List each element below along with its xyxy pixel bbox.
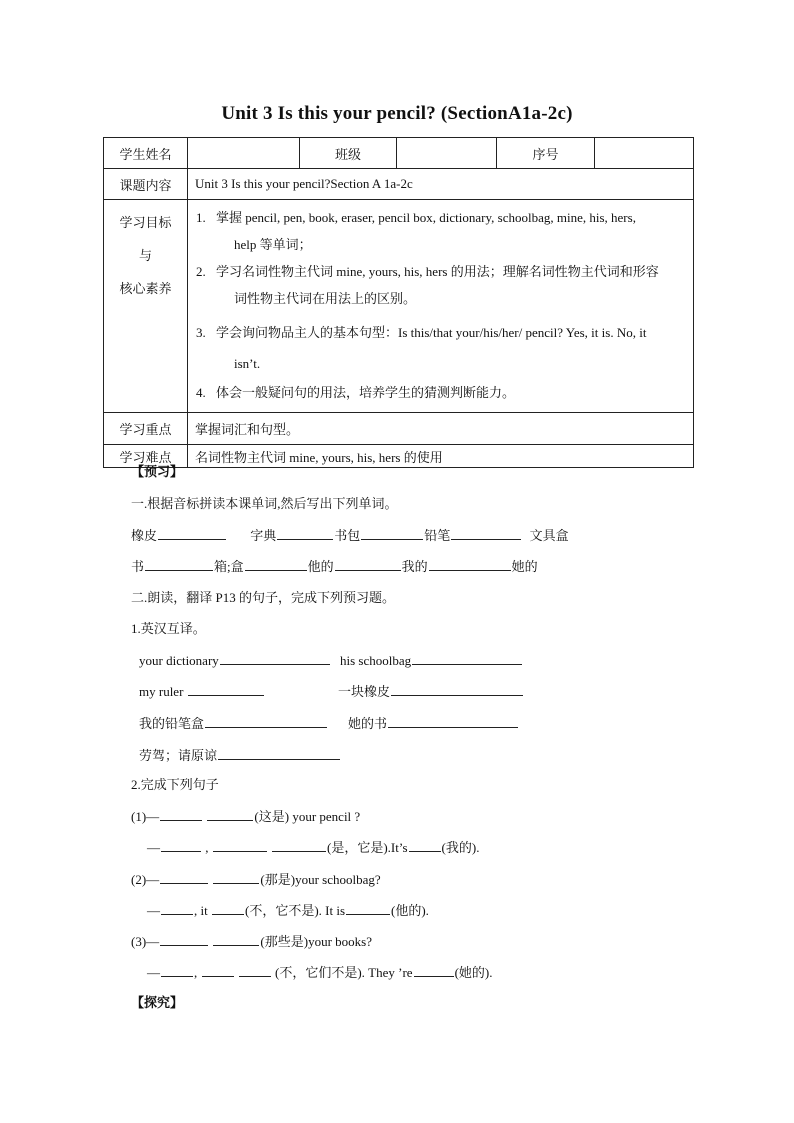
answer-dash: — [147, 840, 160, 855]
answer-blank[interactable] [361, 526, 423, 540]
goal-text: 学会询问物品主人的基本句型：Is this/that your/his/her/ pencil? Yes, it is. No, it [216, 325, 647, 340]
answer-2 [147, 901, 429, 920]
answer-blank[interactable] [161, 838, 201, 852]
goal-number: 1. [196, 210, 206, 225]
difficulty-value: 名词性物主代词 mine, yours, his, hers 的使用 [188, 445, 694, 468]
table-row [104, 138, 694, 169]
part-one-instruction: 一.根据音标拼读本课单词,然后写出下列单词。 [131, 496, 398, 511]
question-number: (3)— [131, 934, 160, 949]
goals-label-line: 核心素养 [119, 281, 172, 296]
topic-value: Unit 3 Is this your pencil?Section A 1a-2c [188, 169, 694, 200]
sub-section-2-title: 2.完成下列句子 [131, 777, 219, 792]
answer-blank[interactable] [412, 651, 522, 665]
answer-blank[interactable] [272, 838, 326, 852]
goals-label-line: 与 [138, 248, 152, 263]
word-prompt: 箱;盒 [214, 559, 244, 574]
student-name-cell[interactable] [188, 138, 300, 169]
goal-text: help 等单词； [234, 237, 312, 252]
class-cell[interactable] [397, 138, 497, 169]
word-prompt: 文具盒 [529, 528, 569, 543]
question-3 [131, 932, 372, 951]
goal-item [196, 379, 685, 406]
answer-hint: (他的). [391, 903, 429, 918]
answer-hint: (她的). [454, 965, 493, 980]
answer-blank[interactable] [409, 838, 441, 852]
translate-item [139, 746, 341, 765]
word-row-2 [131, 557, 538, 576]
translate-prompt: 我的铅笔盒 [139, 716, 205, 731]
table-row [104, 200, 694, 413]
goals-label [104, 200, 188, 413]
info-table [103, 137, 694, 468]
question-hint: (这是) your pencil ? [254, 809, 361, 824]
goal-text: isn’t. [234, 356, 261, 371]
answer-hint: (我的). [441, 840, 480, 855]
answer-blank[interactable] [160, 932, 208, 946]
answer-hint: (不，它不是). It is [244, 903, 346, 918]
student-name-label: 学生姓名 [104, 138, 188, 169]
word-prompt: 她的 [511, 559, 538, 574]
answer-blank[interactable] [212, 901, 244, 915]
difficulty-label: 学习难点 [104, 445, 188, 468]
answer-blank[interactable] [391, 682, 523, 696]
answer-blank[interactable] [335, 557, 401, 571]
answer-dash: — [147, 903, 160, 918]
page-title: Unit 3 Is this your pencil? (SectionA1a-2c) [221, 103, 573, 124]
translate-item [348, 714, 519, 733]
answer-blank[interactable] [161, 963, 193, 977]
answer-blank[interactable] [207, 807, 253, 821]
seat-number-label: 序号 [497, 138, 595, 169]
word-prompt: 书包 [334, 528, 361, 543]
question-number: (2)— [131, 872, 160, 887]
answer-blank[interactable] [277, 526, 333, 540]
goals-label-line: 学习目标 [119, 215, 172, 230]
answer-blank[interactable] [213, 870, 259, 884]
answer-blank[interactable] [202, 963, 234, 977]
preview-heading: 【预习】 [131, 464, 184, 479]
goal-number: 4. [196, 385, 206, 400]
goal-item [196, 317, 685, 379]
goal-text: 学习名词性物主代词 mine, yours, his, hers 的用法；理解名词性物主代词和形容 [216, 264, 659, 279]
key-points-value: 掌握词汇和句型。 [188, 413, 694, 445]
question-hint: (那是)your schoolbag? [260, 872, 381, 887]
topic-label: 课题内容 [104, 169, 188, 200]
translate-prompt: his schoolbag [340, 653, 412, 668]
class-label: 班级 [300, 138, 397, 169]
table-row [104, 413, 694, 445]
translate-prompt: 一块橡皮 [338, 684, 391, 699]
part-two-instruction: 二.朗读，翻译 P13 的句子，完成下列预习题。 [131, 590, 395, 605]
goals-cell [188, 200, 694, 413]
goal-number: 3. [196, 325, 206, 340]
explore-heading: 【探究】 [131, 995, 184, 1010]
goal-item [196, 204, 685, 258]
question-number: (1)— [131, 809, 160, 824]
goal-text: 体会一般疑问句的用法，培养学生的猜测判断能力。 [216, 385, 516, 400]
word-prompt: 橡皮 [131, 528, 158, 543]
answer-3: — , (不，它们不是). They ’re (她的). [147, 965, 493, 980]
answer-blank[interactable] [239, 963, 271, 977]
answer-blank[interactable] [160, 807, 202, 821]
answer-blank[interactable] [205, 714, 327, 728]
answer-blank[interactable] [145, 557, 213, 571]
answer-blank[interactable] [414, 963, 454, 977]
word-prompt: 字典 [250, 528, 277, 543]
question-2 [131, 870, 381, 889]
word-prompt: 他的 [307, 559, 334, 574]
translate-prompt: 她的书 [348, 716, 388, 731]
answer-blank[interactable] [245, 557, 307, 571]
key-points-label: 学习重点 [104, 413, 188, 445]
answer-blank[interactable] [188, 682, 264, 696]
answer-blank[interactable] [160, 870, 208, 884]
answer-blank[interactable] [213, 932, 259, 946]
answer-hint: (不，它们不是). They ’re [275, 965, 413, 980]
answer-dash: — [147, 965, 160, 980]
goal-text: 掌握 pencil, pen, book, eraser, pencil box, dictionary, schoolbag, mine, his, hers, [216, 210, 636, 225]
answer-blank[interactable] [218, 746, 340, 760]
translate-item [338, 682, 524, 701]
translate-item [139, 651, 331, 670]
word-row-1 [131, 526, 569, 545]
answer-blank[interactable] [161, 901, 193, 915]
word-prompt: 我的 [401, 559, 428, 574]
goal-text: 词性物主代词在用法上的区别。 [234, 291, 417, 306]
translate-item [139, 682, 265, 701]
sub-section-1-title: 1.英汉互译。 [131, 621, 206, 636]
answer-blank[interactable] [220, 651, 330, 665]
translate-prompt: your dictionary [139, 653, 219, 668]
answer-blank[interactable] [158, 526, 226, 540]
translate-item [139, 714, 328, 733]
answer-blank[interactable] [346, 901, 390, 915]
word-prompt: 书 [131, 559, 145, 574]
question-1 [131, 807, 360, 826]
table-row [104, 445, 694, 468]
answer-blank[interactable] [388, 714, 518, 728]
answer-1: — , (是，它是).It’s (我的). [147, 840, 480, 855]
translate-item [340, 651, 523, 670]
goal-number: 2. [196, 264, 206, 279]
answer-hint: , it [194, 903, 208, 918]
answer-blank[interactable] [451, 526, 521, 540]
translate-prompt: 劳驾；请原谅 [139, 748, 218, 763]
seat-number-cell[interactable] [595, 138, 694, 169]
answer-blank[interactable] [429, 557, 511, 571]
translate-prompt: my ruler [139, 684, 184, 699]
word-prompt: 铅笔 [424, 528, 451, 543]
goal-item [196, 258, 685, 312]
question-hint: (那些是)your books? [260, 934, 372, 949]
answer-hint: (是，它是).It’s [327, 840, 408, 855]
answer-blank[interactable] [213, 838, 267, 852]
table-row [104, 169, 694, 200]
